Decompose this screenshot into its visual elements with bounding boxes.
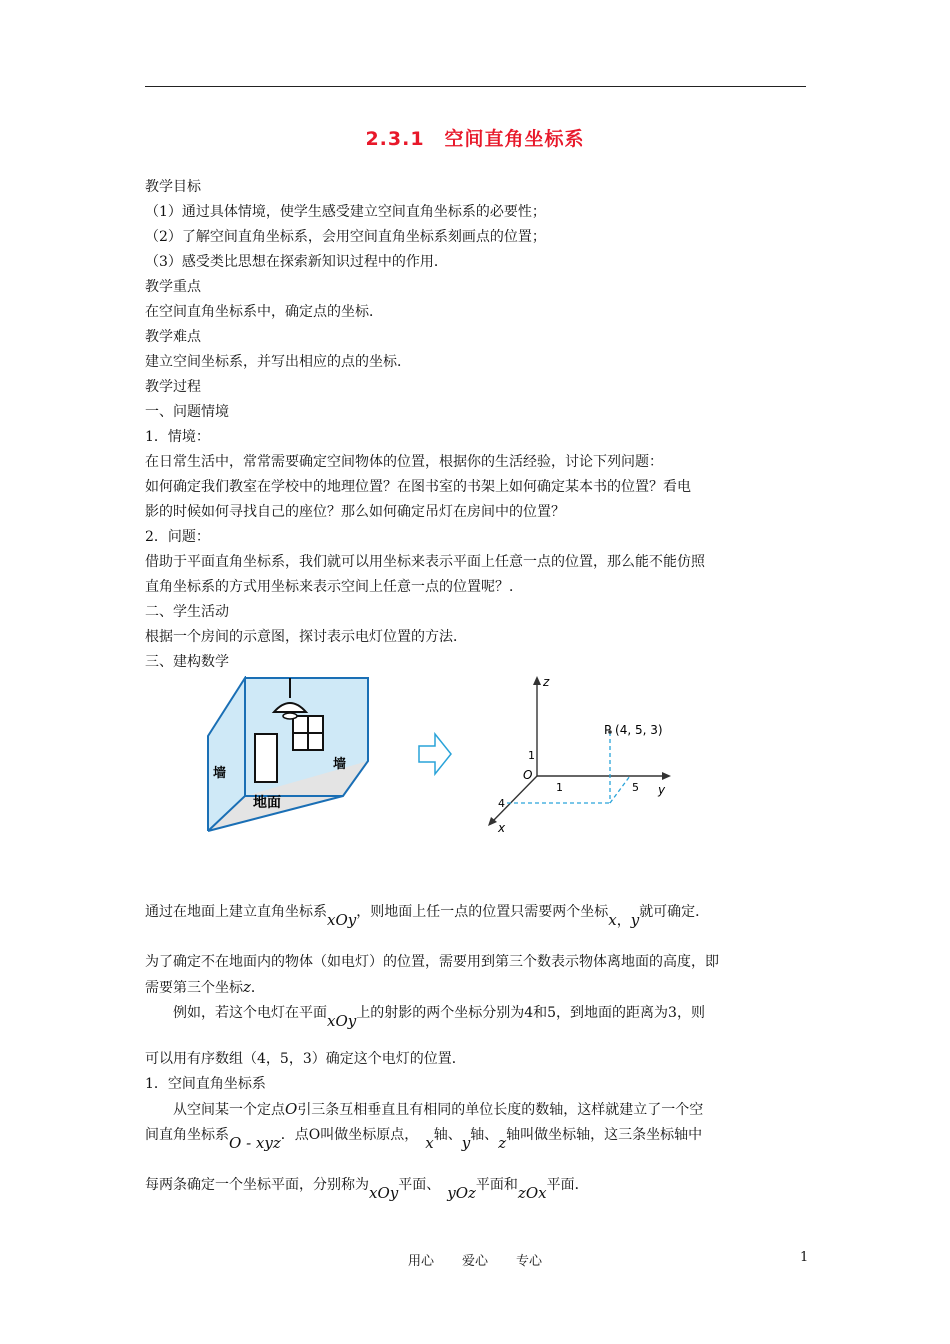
footer-text: 用心: [407, 1254, 434, 1269]
text: 通过在地面上建立直角坐标系: [145, 904, 327, 920]
text: 需要第三个坐标: [145, 980, 243, 996]
text: 平面和: [475, 1177, 518, 1193]
text: 轴、: [470, 1127, 499, 1143]
text: 从空间某一个定点: [173, 1102, 285, 1118]
text: 例如，若这个电灯在平面: [173, 1005, 327, 1021]
math: xOy: [369, 1184, 399, 1202]
text: 上的射影的两个坐标分别为4和5，到地面的距离为3，则: [356, 1005, 705, 1021]
heading-key: 教学重点: [145, 279, 201, 295]
y-label: y: [658, 783, 666, 797]
section-2: 二、学生活动: [145, 604, 229, 620]
goal-2: （2）了解空间直角坐标系，会用空间直角坐标系刻画点的位置；: [145, 229, 546, 245]
z-label: z: [543, 675, 550, 689]
paragraph: 根据一个房间的示意图，探讨表示电灯位置的方法．: [145, 629, 467, 645]
point-label: P (4, 5, 3): [604, 723, 663, 737]
text: ，则地面上任一点的位置只需要两个坐标: [356, 904, 609, 920]
tick-x: 4: [498, 797, 505, 810]
text: 轴、: [433, 1127, 462, 1143]
arrow-icon: [417, 732, 453, 776]
math: x: [425, 1134, 434, 1152]
section-1-item-2: 2．问题：: [145, 529, 210, 545]
footer-text: 爱心: [461, 1254, 488, 1269]
section-1: 一、问题情境: [145, 404, 229, 420]
projection-line: [610, 776, 630, 803]
text: 平面．: [546, 1177, 589, 1193]
text: 间直角坐标系: [145, 1127, 229, 1143]
y-arrow-icon: [662, 772, 671, 780]
text: ．点O叫做坐标原点，: [280, 1127, 412, 1143]
paragraph: 直角坐标系的方式用坐标来表示空间上任意一点的位置呢？．: [145, 579, 523, 595]
section-3: 三、建构数学: [145, 654, 229, 670]
paragraph: [145, 978, 265, 997]
math: x: [608, 911, 617, 929]
paragraph: 为了确定不在地面内的物体（如电灯）的位置，需要用到第三个数表示物体离地面的高度，即: [145, 954, 719, 970]
paragraph: [173, 1100, 703, 1119]
paragraph: [145, 902, 710, 929]
wall-left-label: 墙: [213, 766, 227, 781]
room-figure: [193, 676, 385, 836]
goal-1: （1）通过具体情境，使学生感受建立空间直角坐标系的必要性；: [145, 204, 546, 220]
text: 每两条确定一个坐标平面，分别称为: [145, 1177, 369, 1193]
paragraph: 借助于平面直角坐标系，我们就可以用坐标来表示平面上任意一点的位置，那么能不能仿照: [145, 554, 705, 570]
footer-text: 专心: [516, 1254, 543, 1269]
tick-y-5: 5: [632, 781, 639, 794]
door: [255, 734, 277, 782]
origin-label: O: [523, 768, 533, 782]
heading-goals: 教学目标: [145, 179, 201, 195]
header-rule: [145, 86, 806, 87]
text: ，: [616, 913, 631, 929]
difficulty-text: 建立空间坐标系，并写出相应的点的坐标．: [145, 354, 411, 370]
math: y: [461, 1134, 471, 1152]
x-label: x: [498, 821, 506, 835]
heading-difficulty: 教学难点: [145, 329, 201, 345]
heading-process: 教学过程: [145, 379, 201, 395]
floor-label: 地面: [253, 795, 281, 811]
paragraph: 如何确定我们教室在学校中的地理位置？在图书室的书架上如何确定某本书的位置？看电: [145, 479, 691, 495]
math: z: [498, 1134, 507, 1152]
tick-z: 1: [528, 749, 535, 762]
key-text: 在空间直角坐标系中，确定点的坐标．: [145, 304, 383, 320]
paragraph: 影的时候如何寻找自己的座位？那么如何确定吊灯在房间中的位置？: [145, 504, 565, 520]
math: O: [285, 1100, 298, 1118]
page-title: 2.3.1 空间直角坐标系: [365, 128, 585, 150]
text: ．: [250, 980, 265, 996]
window: [293, 716, 323, 750]
text: 就可确定．: [639, 904, 710, 920]
z-arrow-icon: [533, 676, 541, 685]
paragraph: [145, 1125, 703, 1152]
math: zOx: [517, 1184, 547, 1202]
math: y: [630, 911, 640, 929]
math: O - xyz: [229, 1134, 281, 1152]
axes-figure: [480, 670, 690, 840]
math: z: [243, 978, 251, 996]
paragraph: [145, 1175, 589, 1202]
paragraph: [173, 1003, 705, 1030]
text: 轴叫做坐标轴，这三条坐标轴中: [506, 1127, 703, 1143]
math: xOy: [327, 911, 357, 929]
goal-3: （3）感受类比思想在探索新知识过程中的作用．: [145, 254, 448, 270]
subsection-1: 1．空间直角坐标系: [145, 1076, 266, 1092]
tick-y-1: 1: [556, 781, 563, 794]
text: 引三条互相垂直且有相同的单位长度的数轴，这样就建立了一个空: [297, 1102, 704, 1118]
math: yOz: [447, 1184, 476, 1202]
wall-right-label: 墙: [333, 757, 347, 772]
paragraph: 可以用有序数组（4，5，3）确定这个电灯的位置．: [145, 1051, 466, 1067]
paragraph: 在日常生活中，常常需要确定空间物体的位置，根据你的生活经验，讨论下列问题：: [145, 454, 663, 470]
page-number: 1: [800, 1250, 809, 1265]
text: 平面、: [398, 1177, 434, 1193]
math: xOy: [327, 1012, 357, 1030]
section-1-item-1: 1．情境：: [145, 429, 210, 445]
